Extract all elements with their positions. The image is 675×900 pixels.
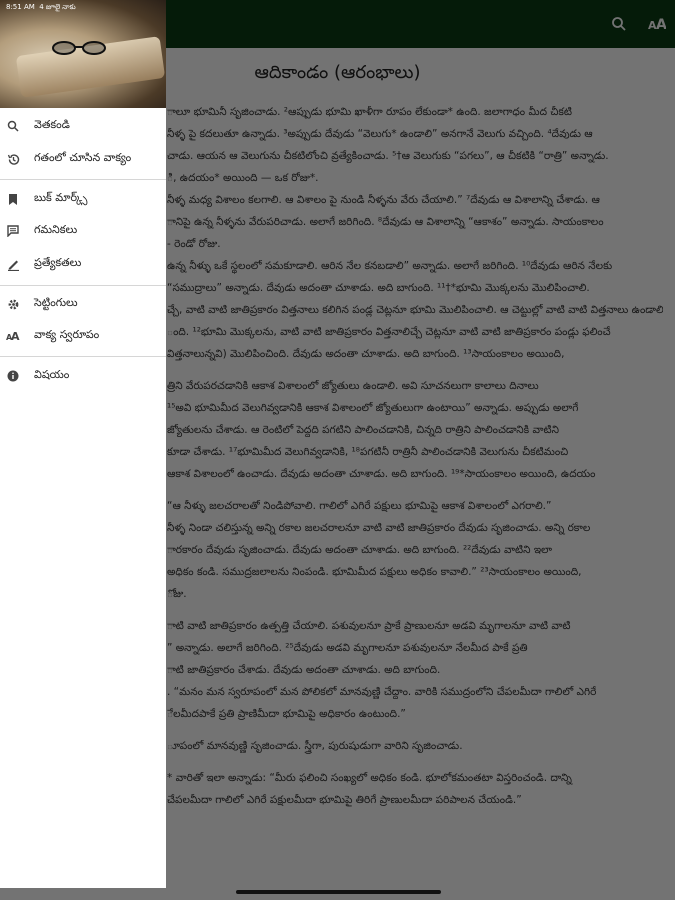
status-date: 4 జూలై నాకు: [39, 3, 76, 11]
menu-item-notes[interactable]: [0, 216, 166, 246]
menu-label: బుక్ మార్క్స్: [34, 191, 88, 204]
settings-icon: [6, 297, 20, 311]
history-icon: [6, 152, 20, 166]
drawer-status-text: [6, 3, 76, 13]
menu-item-about[interactable]: [0, 361, 166, 391]
menu-label: విషయం: [34, 368, 70, 381]
text-size-icon: [6, 329, 20, 343]
menu-label: గతంలో చూసిన వాక్యం: [34, 151, 132, 164]
status-time: 8:51 AM: [6, 3, 35, 11]
divider: [0, 356, 166, 357]
menu-label: సెట్టింగులు: [34, 296, 78, 309]
menu-label: ప్రత్యేకతలు: [34, 256, 82, 269]
menu-item-settings[interactable]: [0, 289, 166, 319]
menu-label: వాక్య స్వరూపం: [34, 328, 100, 341]
highlight-icon: [6, 257, 20, 271]
info-icon: [6, 369, 20, 383]
menu-label: వెతకండి: [34, 118, 70, 131]
menu-label: గమనికలు: [34, 223, 78, 236]
search-icon: [6, 119, 20, 133]
glasses-image: [50, 40, 112, 56]
menu-item-highlights[interactable]: [0, 249, 166, 279]
drawer-header-image: [0, 0, 166, 108]
menu-item-search[interactable]: [0, 111, 166, 141]
menu-item-history[interactable]: [0, 144, 166, 174]
menu-item-text-style[interactable]: [0, 321, 166, 351]
divider: [0, 285, 166, 286]
menu-item-bookmarks[interactable]: [0, 184, 166, 214]
navigation-drawer: [0, 0, 166, 888]
svg-text:A: A: [6, 333, 13, 342]
notes-icon: [6, 224, 20, 238]
bookmark-icon: [6, 192, 20, 206]
home-indicator[interactable]: [236, 890, 441, 894]
svg-text:A: A: [11, 330, 20, 342]
divider: [0, 179, 166, 180]
